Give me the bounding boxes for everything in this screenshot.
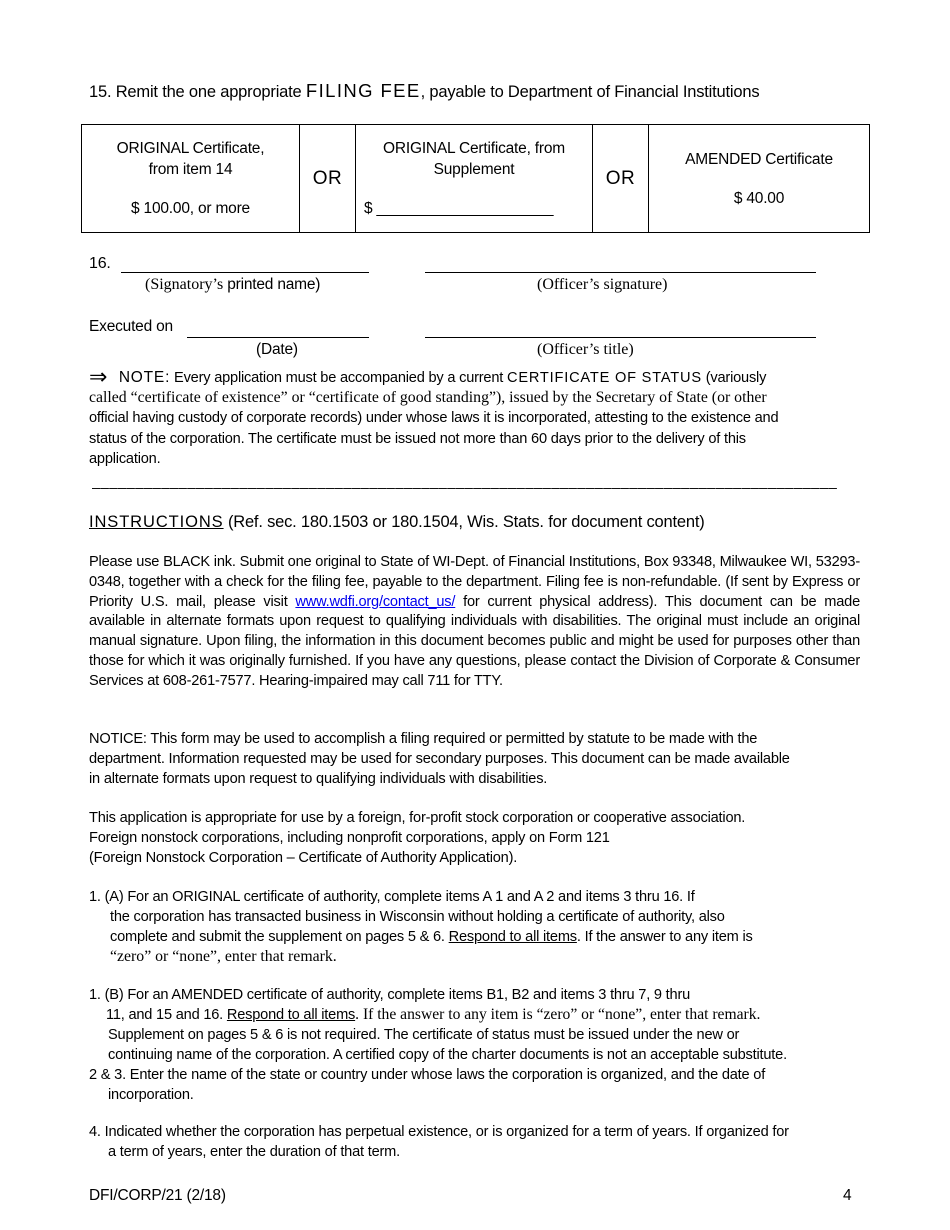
fee-option-original <box>82 125 300 233</box>
item1b-line-2 <box>89 1005 787 1025</box>
section-divider: ______________________________________________________________________________________ <box>92 474 838 490</box>
supplement-label-1: ORIGINAL Certificate, from <box>383 140 565 157</box>
signatory-caption-a: (Signatory’s <box>145 276 228 293</box>
notice-line-3: in alternate formats upon request to qualifying individuals with disabilities. <box>89 771 548 787</box>
applicability-paragraph <box>89 808 745 868</box>
page-number: 4 <box>843 1187 852 1204</box>
item4-line-2: a term of years, enter the duration of that term. <box>108 1144 400 1160</box>
officer-title-line[interactable] <box>425 337 816 338</box>
date-line[interactable] <box>187 337 369 338</box>
note-text-2: (variously <box>701 370 767 386</box>
note-line-2: called “certificate of existence” or “certificate of good standing”), issued by the Secretary of State (or other <box>89 389 767 407</box>
applicability-line-2: Foreign nonstock corporations, including nonprofit corporations, apply on Form 121 <box>89 830 610 846</box>
fee-option-supplement <box>356 125 593 233</box>
item15-suffix: , payable to Department of Financial Institutions <box>420 83 760 101</box>
note-line-1 <box>89 365 869 390</box>
fee-table <box>81 124 870 233</box>
applicability-line-1: This application is appropriate for use by a foreign, for-profit stock corporation or cooperative association. <box>89 810 746 826</box>
note-line-5: application. <box>89 450 161 467</box>
signatory-caption-b: printed name) <box>227 276 321 293</box>
applicability-line-3: (Foreign Nonstock Corporation – Certificate of Authority Application). <box>89 850 518 866</box>
notice-paragraph <box>89 729 790 789</box>
officer-signature-line[interactable] <box>425 272 816 273</box>
instructions-paragraph-1 <box>89 553 860 692</box>
notice-line-2: department. Information requested may be used for secondary purposes. This document can be made available <box>89 751 790 767</box>
note-block <box>89 365 869 469</box>
supplement-fee-amount[interactable]: $ _____________________ <box>364 200 554 217</box>
instructions-title: INSTRUCTIONS <box>89 513 224 531</box>
item1a-line-1: 1. (A) For an ORIGINAL certificate of authority, complete items A 1 and A 2 and items 3 thru 16. If <box>89 889 695 905</box>
item1a-line-3a: complete and submit the supplement on pages 5 & 6. <box>110 929 449 945</box>
para1-text-a: Please use BLACK ink. Submit one original to State of WI-Dept. of Financial Institutions, Box 93348, Milwaukee WI, 53293-0348, together with a check for the filing fee, payable to the department. Filing fee is non-refundable. (If sent by Express or Priority U.S. mail, please visit <box>89 554 860 610</box>
item1b-line-3: Supplement on pages 5 & 6 is not required. The certificate of status must be issued under the new or <box>108 1027 740 1043</box>
item1b-line-1: 1. (B) For an AMENDED certificate of authority, complete items B1, B2 and items 3 thru 7, 9 thru <box>89 987 691 1003</box>
item23-line-2: incorporation. <box>108 1087 194 1103</box>
officer-signature-caption: (Officer’s signature) <box>537 276 668 293</box>
item1b-line-2a: 11, and 15 and 16. <box>106 1007 227 1023</box>
item15-prefix: 15. Remit the one appropriate <box>89 83 306 101</box>
item1b-line-2b: . If the answer to any item is “zero” or “none”, enter that remark. <box>355 1006 761 1023</box>
note-text-1: Every application must be accompanied by a current <box>170 370 507 386</box>
note-line-4: status of the corporation. The certificate must be issued not more than 60 days prior to the delivery of this <box>89 430 746 447</box>
item-4-instructions <box>89 1122 789 1162</box>
officer-title-caption: (Officer’s title) <box>537 341 634 358</box>
signatory-name-line[interactable] <box>121 272 369 273</box>
item1a-respond-all: Respond to all items <box>448 929 577 945</box>
item16-number: 16. <box>89 255 111 272</box>
original-fee-amount: $ 100.00, or more <box>131 200 250 217</box>
note-label: NOTE: <box>118 369 171 386</box>
original-label-2: from item 14 <box>148 161 233 178</box>
item23-line-1: 2 & 3. Enter the name of the state or country under whose laws the corporation is organized, and the date of <box>89 1067 766 1083</box>
item-1b-instructions <box>89 985 787 1105</box>
form-id: DFI/CORP/21 (2/18) <box>89 1187 226 1204</box>
item-1a-instructions <box>89 887 753 967</box>
executed-on-label: Executed on <box>89 318 173 335</box>
contact-us-link[interactable]: www.wdfi.org/contact_us/ <box>295 593 456 610</box>
para1-text-b: for current physical address). This document can be made available in alternate formats upon request to qualifying individuals with disabilities. The original must include an original manual signature. Upon filing, the information in this document becomes public and might be used for purposes other than those for which it was originally furnished. If you have any questions, please contact the Division of Corporate & Consumer Services at 608-261-7577. Hearing-impaired may call 711 for TTY. <box>89 593 860 689</box>
item1b-respond-all: Respond to all items <box>226 1007 356 1023</box>
date-caption: (Date) <box>256 341 298 358</box>
item1b-line-4: continuing name of the corporation. A certified copy of the charter documents is not an acceptable substitute. <box>108 1047 787 1063</box>
filing-fee-label: FILING FEE <box>305 80 421 101</box>
item1a-line-2: the corporation has transacted business in Wisconsin without holding a certificate of authority, also <box>110 909 725 925</box>
note-line-3: official having custody of corporate records) under whose laws it is incorporated, attesting to the existence and <box>89 410 779 427</box>
item4-line-1: 4. Indicated whether the corporation has perpetual existence, or is organized for a term of years. If organized for <box>89 1124 789 1140</box>
notice-line-1: NOTICE: This form may be used to accomplish a filing required or permitted by statute to be made with the <box>89 731 758 747</box>
signatory-name-caption <box>145 276 320 294</box>
item1a-line-3 <box>89 927 753 947</box>
item15-heading <box>89 80 759 102</box>
certificate-of-status: CERTIFICATE OF STATUS <box>506 370 702 386</box>
item1a-line-4: “zero” or “none”, enter that remark. <box>110 948 337 965</box>
instructions-reference: (Ref. sec. 180.1503 or 180.1504, Wis. Stats. for document content) <box>223 513 705 531</box>
supplement-label-2: Supplement <box>433 161 515 178</box>
or-separator-1: OR <box>300 125 356 233</box>
original-label-1: ORIGINAL Certificate, <box>116 140 265 157</box>
item1a-line-3b: . If the answer to any item is <box>576 929 753 945</box>
amended-label: AMENDED Certificate <box>685 150 833 168</box>
or-separator-2: OR <box>593 125 649 233</box>
instructions-heading <box>89 513 705 532</box>
fee-option-amended <box>649 125 870 233</box>
amended-fee-amount: $ 40.00 <box>733 189 785 207</box>
arrow-right-icon: ⇒ <box>89 365 108 390</box>
